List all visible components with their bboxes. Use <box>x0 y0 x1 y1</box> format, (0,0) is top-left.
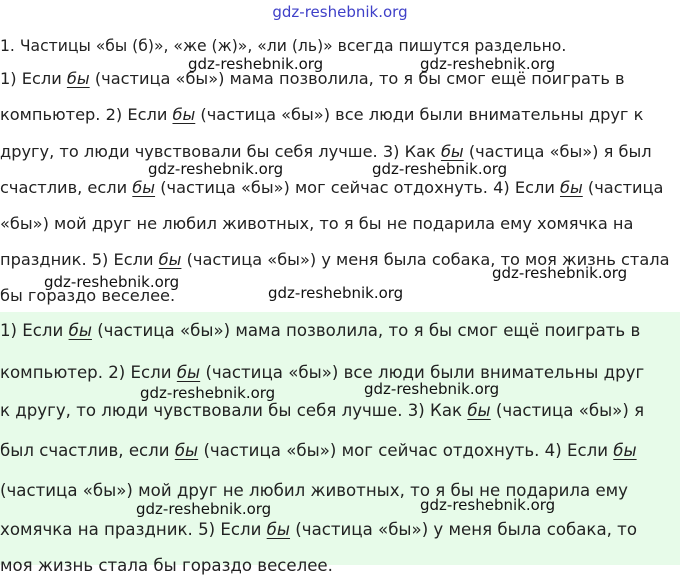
text-segment: счастлив, если <box>0 178 133 197</box>
rule-line: 1. Частицы «бы (б)», «же (ж)», «ли (ль)» всегда пишутся раздельно. <box>0 37 567 55</box>
task-line <box>0 142 652 162</box>
particle-by: бы <box>132 178 156 197</box>
answer-line <box>0 321 640 341</box>
text-segment: к другу, то люди чувствовали бы себя лучше. 3) Как <box>0 401 468 420</box>
watermark: gdz-reshebnik.org <box>364 380 500 398</box>
text-segment: (частица «бы») мой друг не любил животных, то я бы не подарила ему <box>0 481 629 500</box>
text-segment: (частица «бы») мама позволила, то я бы смог ещё поиграть в <box>91 321 641 340</box>
watermark: gdz-reshebnik.org <box>140 384 276 402</box>
answer-line <box>0 556 333 576</box>
particle-by: бы <box>66 69 90 88</box>
text-segment: компьютер. 2) Если <box>0 105 173 124</box>
text-segment: 1) Если <box>0 321 69 340</box>
text-segment: (частица «бы») мама позволила, то я бы смог ещё поиграть в <box>89 69 625 88</box>
particle-by: бы <box>176 363 201 382</box>
text-segment: (частица <box>582 178 664 197</box>
task-line <box>0 178 663 198</box>
text-segment: (частица «бы») у меня была собака, то <box>290 520 637 539</box>
watermark: gdz-reshebnik.org <box>492 264 628 282</box>
particle-by: бы <box>467 401 491 420</box>
answer-line <box>0 401 644 421</box>
particle-by: бы <box>172 105 196 124</box>
particle-by: бы <box>613 441 637 460</box>
text-segment: «бы») мой друг не любил животных, то я бы не подарила ему хомячка на <box>0 214 634 233</box>
text-segment: (частица «бы») все люди были внимательны друг <box>200 363 645 382</box>
text-segment: (частица «бы») я <box>490 401 645 420</box>
text-segment: (частица «бы») мог сейчас отдохнуть. 4) Если <box>198 441 614 460</box>
particle-by: бы <box>440 142 464 161</box>
watermark: gdz-reshebnik.org <box>420 55 556 73</box>
text-segment: хомячка на праздник. 5) Если <box>0 520 267 539</box>
particle-by: бы <box>158 250 182 269</box>
text-segment: другу, то люди чувствовали бы себя лучше. 3) Как <box>0 142 441 161</box>
particle-by: бы <box>559 178 583 197</box>
answer-text <box>0 312 680 575</box>
watermark: gdz-reshebnik.org <box>420 496 556 514</box>
particle-by: бы <box>68 321 92 340</box>
text-segment: (частица «бы») у меня была собака, то моя жизнь стала <box>181 250 670 269</box>
particle-by: бы <box>174 441 199 460</box>
text-segment: праздник. 5) Если <box>0 250 159 269</box>
text-segment: моя жизнь стала бы гораздо веселее. <box>0 556 333 575</box>
text-segment: (частица «бы») мог сейчас отдохнуть. 4) Если <box>155 178 560 197</box>
text-segment: (частица «бы») я был <box>463 142 652 161</box>
watermark: gdz-reshebnik.org <box>148 160 284 178</box>
text-segment: 1) Если <box>0 69 67 88</box>
task-line <box>0 105 643 125</box>
site-title[interactable]: gdz-reshebnik.org <box>272 3 408 21</box>
answer-line <box>0 520 637 540</box>
answer-line <box>0 363 644 383</box>
text-segment: (частица «бы») все люди были внимательны друг к <box>195 105 644 124</box>
watermark: gdz-reshebnik.org <box>268 284 404 302</box>
text-segment: бы гораздо веселее. <box>0 286 176 305</box>
watermark: gdz-reshebnik.org <box>44 273 180 291</box>
task-line <box>0 214 633 234</box>
particle-by: бы <box>266 520 291 539</box>
watermark: gdz-reshebnik.org <box>372 160 508 178</box>
text-segment: был счастлив, если <box>0 441 175 460</box>
watermark: gdz-reshebnik.org <box>136 500 272 518</box>
watermark: gdz-reshebnik.org <box>188 55 324 73</box>
text-segment: компьютер. 2) Если <box>0 363 177 382</box>
answer-line <box>0 441 637 461</box>
